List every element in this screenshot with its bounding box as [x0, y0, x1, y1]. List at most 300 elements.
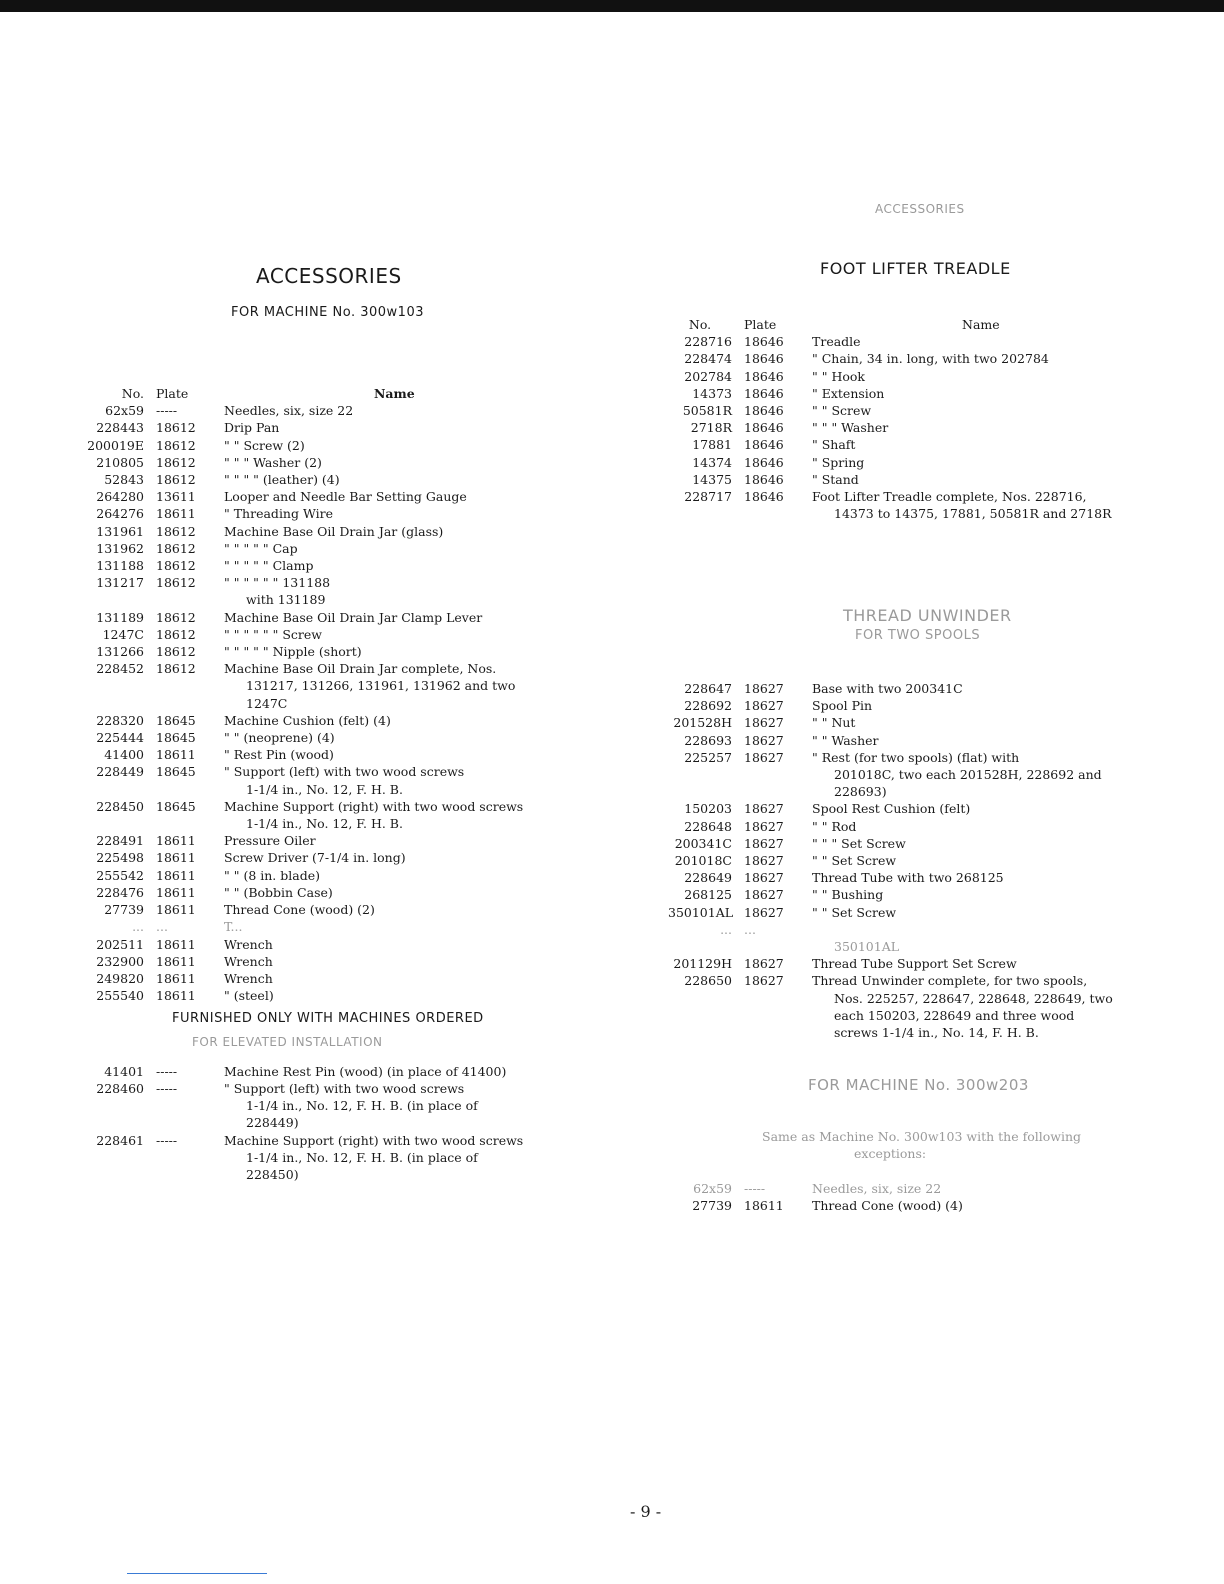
continuation-indent — [668, 938, 812, 955]
table-row — [668, 697, 1198, 714]
part-number: 202511 — [96, 936, 144, 952]
plate-number: 18611 — [156, 850, 196, 866]
continuation-indent — [80, 781, 224, 798]
part-number: 14375 — [692, 471, 732, 487]
table-row-continuation — [668, 766, 1198, 783]
part-name: Drip Pan — [224, 420, 280, 436]
table-row — [80, 437, 610, 454]
table-row — [80, 867, 610, 884]
table-row — [668, 818, 1198, 835]
page-number: - 9 - — [630, 1502, 662, 1521]
table-row — [668, 1197, 1198, 1214]
part-number: 228647 — [684, 681, 732, 696]
table-row — [668, 368, 1198, 385]
part-number: 131217 — [96, 575, 144, 591]
table-row — [80, 660, 610, 677]
page-title: ACCESSORIES — [256, 264, 402, 288]
table-row — [80, 488, 610, 505]
table-row — [80, 557, 610, 574]
part-name: Machine Support (right) with two wood screws — [224, 798, 524, 814]
part-name: " " (8 in. blade) — [224, 867, 320, 883]
part-name: " " Bushing — [812, 887, 884, 903]
part-name: Foot Lifter Treadle complete, Nos. 228716, — [812, 489, 1087, 505]
plate-number: 18627 — [744, 698, 784, 714]
plate-number: ----- — [156, 1132, 178, 1148]
part-name: Thread Tube Support Set Screw — [812, 956, 1017, 972]
part-name: " Chain, 34 in. long, with two 202784 — [812, 351, 1049, 367]
part-name-continued: 228693) — [834, 784, 887, 800]
plate-number: 18627 — [744, 749, 784, 765]
machine2-table — [668, 1180, 1198, 1214]
part-number: 228476 — [96, 884, 144, 900]
table-row — [668, 488, 1198, 505]
part-name: " (steel) — [224, 988, 274, 1004]
table-row — [80, 419, 610, 436]
continuation-indent — [668, 505, 812, 522]
part-number: 27739 — [104, 902, 144, 918]
part-name: " " Hook — [812, 368, 865, 384]
table-row — [668, 835, 1198, 852]
part-name: Spool Rest Cushion (felt) — [812, 801, 971, 817]
part-name: Wrench — [224, 970, 273, 986]
table-row — [80, 987, 610, 1004]
continuation-indent — [80, 1097, 224, 1114]
part-name: " " " Set Screw — [812, 835, 906, 851]
part-name: " Stand — [812, 471, 859, 487]
part-name: Base with two 200341C — [812, 681, 963, 696]
part-number: 228491 — [96, 833, 144, 849]
continuation-indent — [668, 990, 812, 1007]
running-header: ACCESSORIES — [875, 202, 965, 216]
part-number: 228449 — [96, 764, 144, 780]
plate-number: 18627 — [744, 956, 784, 972]
part-number: 225444 — [96, 730, 144, 746]
plate-number: 18612 — [156, 644, 196, 660]
part-name: " " Nut — [812, 715, 856, 731]
plate-number: 18612 — [156, 472, 196, 488]
machine2-title: FOR MACHINE No. 300w203 — [808, 1076, 1029, 1094]
plate-number: 18627 — [744, 870, 784, 886]
plate-number: 18611 — [156, 506, 196, 522]
col-plate: Plate — [156, 386, 189, 401]
table-row — [668, 869, 1198, 886]
plate-number: 18612 — [156, 575, 196, 591]
table-row — [668, 852, 1198, 869]
furnished-subheading: FOR ELEVATED INSTALLATION — [192, 1034, 383, 1049]
table-row-continuation — [668, 1024, 1198, 1041]
table-row — [668, 454, 1198, 471]
plate-number: 18612 — [156, 661, 196, 677]
plate-number: 18611 — [156, 747, 196, 763]
table-row — [80, 540, 610, 557]
plate-number: 18611 — [156, 988, 196, 1004]
plate-number: 18611 — [156, 953, 196, 969]
plate-number: 18627 — [744, 732, 784, 748]
plate-number: ----- — [156, 403, 178, 419]
part-name-continued: 1-1/4 in., No. 12, F. H. B. (in place of — [246, 1098, 478, 1114]
part-number: 2718R — [690, 420, 732, 436]
table-row — [80, 1132, 610, 1149]
part-number: 201129H — [673, 956, 732, 972]
plate-number: 13611 — [156, 489, 196, 505]
part-number: 228320 — [96, 712, 144, 728]
part-number: 228450 — [96, 798, 144, 814]
plate-number: 18645 — [156, 712, 196, 728]
part-name: " Extension — [812, 385, 885, 401]
table-row-continuation — [80, 1166, 610, 1183]
part-number: 255542 — [96, 867, 144, 883]
part-number: 41401 — [104, 1063, 144, 1079]
part-number: 268125 — [684, 887, 732, 903]
part-number: 210805 — [96, 454, 144, 470]
table-header — [80, 385, 610, 402]
part-number: 14373 — [692, 385, 732, 401]
part-name-continued: 1-1/4 in., No. 12, F. H. B. — [246, 781, 403, 797]
table-row — [80, 523, 610, 540]
table-row — [668, 749, 1198, 766]
part-number: 131962 — [96, 540, 144, 556]
part-number: 41400 — [104, 747, 144, 763]
part-name: " " Rod — [812, 818, 857, 834]
treadle-rows — [668, 333, 1198, 522]
table-row — [80, 953, 610, 970]
plate-number: 18646 — [744, 454, 784, 470]
part-name: Thread Tube with two 268125 — [812, 870, 1004, 886]
continuation-indent — [80, 1114, 224, 1131]
part-number: 228460 — [96, 1080, 144, 1096]
continuation-indent — [80, 815, 224, 832]
table-row — [668, 1180, 1198, 1197]
continuation-indent — [80, 1166, 224, 1183]
table-row — [80, 884, 610, 901]
table-row — [80, 763, 610, 780]
part-number: 228474 — [684, 351, 732, 367]
part-name: Screw Driver (7-1/4 in. long) — [224, 850, 406, 866]
table-row — [668, 333, 1198, 350]
part-number: 228649 — [684, 870, 732, 886]
table-row — [668, 800, 1198, 817]
part-name: Wrench — [224, 953, 273, 969]
part-name: " Threading Wire — [224, 506, 333, 522]
table-row-continuation — [668, 938, 1198, 955]
plate-number: 18627 — [744, 715, 784, 731]
treadle-table — [668, 316, 1198, 522]
plate-number: 18611 — [156, 902, 196, 918]
table-row-continuation — [80, 677, 610, 694]
table-row — [668, 350, 1198, 367]
part-number: 225257 — [684, 749, 732, 765]
unwinder-rows — [668, 680, 1198, 1041]
part-number: 228443 — [96, 420, 144, 436]
part-name-continued: 228449) — [246, 1115, 299, 1131]
part-name: Wrench — [224, 936, 273, 952]
table-row — [80, 712, 610, 729]
part-name-continued: 228450) — [246, 1166, 299, 1182]
plate-number: 18611 — [156, 833, 196, 849]
table-row — [80, 901, 610, 918]
part-name: " " Screw (2) — [224, 437, 305, 453]
part-name-continued: Nos. 225257, 228647, 228648, 228649, two — [834, 990, 1113, 1006]
plate-number: 18612 — [156, 558, 196, 574]
plate-number: ... — [156, 919, 168, 935]
part-name: Needles, six, size 22 — [812, 1181, 942, 1196]
scan-top-border — [0, 0, 1224, 12]
table-row — [80, 849, 610, 866]
col-no: No. — [688, 317, 712, 332]
part-number: 131961 — [96, 523, 144, 539]
part-name: " Support (left) with two wood screws — [224, 764, 465, 780]
part-number: 228717 — [684, 489, 732, 505]
table-row — [80, 643, 610, 660]
plate-number: 18646 — [744, 420, 784, 436]
table-row-continuation — [80, 1114, 610, 1131]
plate-number: 18611 — [156, 936, 196, 952]
part-number: ... — [132, 919, 144, 935]
part-name: " " Set Screw — [812, 904, 897, 920]
unwinder-table — [668, 680, 1198, 1041]
part-name: T... — [224, 919, 243, 935]
table-row-continuation — [668, 505, 1198, 522]
plate-number: 18612 — [156, 523, 196, 539]
continuation-indent — [668, 1007, 812, 1024]
part-name: " " " Washer — [812, 420, 889, 436]
plate-number: 18645 — [156, 764, 196, 780]
part-name: Needles, six, size 22 — [224, 403, 354, 419]
table-row-continuation — [668, 990, 1198, 1007]
part-name: Spool Pin — [812, 698, 873, 714]
table-row-continuation — [668, 1007, 1198, 1024]
plate-number: 18627 — [744, 818, 784, 834]
table-row — [668, 955, 1198, 972]
table-header — [668, 316, 1198, 333]
continuation-indent — [80, 1149, 224, 1166]
machine-subtitle: FOR MACHINE No. 300w103 — [231, 305, 424, 320]
table-row — [668, 471, 1198, 488]
plate-number: 18646 — [744, 385, 784, 401]
part-name-continued: 1-1/4 in., No. 12, F. H. B. (in place of — [246, 1149, 478, 1165]
plate-number: 18646 — [744, 403, 784, 419]
table-row — [668, 419, 1198, 436]
part-number: 201018C — [674, 853, 732, 869]
part-name: " " (neoprene) (4) — [224, 730, 335, 746]
part-name: " " Screw — [812, 403, 872, 419]
plate-number: 18611 — [156, 970, 196, 986]
col-no: No. — [121, 386, 144, 401]
table-row — [668, 680, 1198, 697]
table-row — [668, 921, 1198, 938]
plate-number: 18612 — [156, 626, 196, 642]
part-number: 264280 — [96, 489, 144, 505]
table-row — [668, 732, 1198, 749]
continuation-indent — [668, 1024, 812, 1041]
part-name: Machine Base Oil Drain Jar Clamp Lever — [224, 609, 483, 625]
table-row — [668, 904, 1198, 921]
table-row — [668, 972, 1198, 989]
part-name: " " " Washer (2) — [224, 454, 322, 470]
part-number: 200341C — [674, 835, 732, 851]
part-number: 202784 — [684, 368, 732, 384]
part-name: Machine Base Oil Drain Jar (glass) — [224, 523, 444, 539]
part-name-continued: 1247C — [246, 695, 288, 711]
part-number: 232900 — [96, 953, 144, 969]
table-row — [668, 436, 1198, 453]
table-row — [80, 574, 610, 591]
plate-number: 18627 — [744, 853, 784, 869]
part-name-continued: 350101AL — [834, 939, 900, 955]
treadle-title: FOOT LIFTER TREADLE — [820, 259, 1011, 278]
part-name: " Spring — [812, 454, 865, 470]
part-number: 131189 — [96, 609, 144, 625]
plate-number: 18646 — [744, 351, 784, 367]
part-name: Machine Rest Pin (wood) (in place of 41400) — [224, 1063, 507, 1079]
plate-number: ----- — [156, 1080, 178, 1096]
part-number: ... — [720, 921, 732, 937]
table-row — [80, 1063, 610, 1080]
part-name: Thread Unwinder complete, for two spools, — [812, 973, 1088, 989]
part-number: 150203 — [684, 801, 732, 817]
plate-number: 18611 — [156, 867, 196, 883]
table-row-continuation — [80, 815, 610, 832]
plate-number: 18627 — [744, 973, 784, 989]
part-name: " " (Bobbin Case) — [224, 884, 333, 900]
plate-number: 18645 — [156, 730, 196, 746]
table-row-continuation — [80, 1097, 610, 1114]
table-row-continuation — [80, 1149, 610, 1166]
table-row — [80, 1080, 610, 1097]
machine2-text-line: Same as Machine No. 300w103 with the following — [762, 1129, 1081, 1144]
part-number: 131266 — [96, 644, 144, 660]
part-name: " Rest (for two spools) (flat) with — [812, 749, 1020, 765]
part-name: " Shaft — [812, 437, 856, 453]
part-number: 1247C — [102, 626, 144, 642]
part-name-continued: each 150203, 228649 and three wood — [834, 1007, 1075, 1023]
part-number: 228648 — [684, 818, 732, 834]
continuation-indent — [668, 783, 812, 800]
table-row — [80, 798, 610, 815]
part-name: " Rest Pin (wood) — [224, 747, 334, 763]
continuation-indent — [80, 591, 224, 608]
plate-number: 18627 — [744, 835, 784, 851]
plate-number: 18612 — [156, 420, 196, 436]
part-name: Treadle — [812, 334, 861, 350]
part-name-continued: 201018C, two each 201528H, 228692 and — [834, 767, 1102, 783]
table-row — [80, 936, 610, 953]
table-row — [80, 918, 610, 935]
machine2-text-line: exceptions: — [854, 1146, 927, 1161]
table-row — [80, 505, 610, 522]
plate-number: 18612 — [156, 437, 196, 453]
part-name-continued: 14373 to 14375, 17881, 50581R and 2718R — [834, 506, 1112, 522]
table-row — [80, 626, 610, 643]
plate-number: 18646 — [744, 368, 784, 384]
plate-number: 18611 — [156, 884, 196, 900]
part-number: 201528H — [673, 715, 732, 731]
part-name: " " " " " Nipple (short) — [224, 644, 362, 660]
plate-number: 18646 — [744, 334, 784, 350]
table-row — [80, 471, 610, 488]
plate-number: 18611 — [744, 1198, 784, 1214]
part-name: " " " " " " Screw — [224, 626, 322, 642]
table-row — [80, 970, 610, 987]
part-name-continued: screws 1-1/4 in., No. 14, F. H. B. — [834, 1025, 1039, 1041]
table-row — [80, 746, 610, 763]
table-row — [80, 402, 610, 419]
table-row — [80, 832, 610, 849]
col-name: Name — [374, 386, 415, 401]
part-number: 52843 — [104, 472, 144, 488]
part-number: 228452 — [96, 661, 144, 677]
plate-number: ----- — [156, 1063, 178, 1079]
table-row — [80, 454, 610, 471]
furnished-rows — [80, 1063, 610, 1183]
plate-number: ----- — [744, 1181, 766, 1196]
accessories-rows — [80, 402, 610, 1004]
col-plate: Plate — [744, 317, 777, 332]
part-number: 228461 — [96, 1132, 144, 1148]
machine2-rows — [668, 1180, 1198, 1214]
part-name: Thread Cone (wood) (4) — [812, 1198, 963, 1214]
plate-number: ... — [744, 921, 756, 937]
furnished-heading: FURNISHED ONLY WITH MACHINES ORDERED — [172, 1011, 484, 1027]
part-name: " " " " " Clamp — [224, 558, 314, 574]
plate-number: 18645 — [156, 798, 196, 814]
unwinder-title: THREAD UNWINDER — [843, 606, 1012, 625]
part-name: " " Washer — [812, 732, 879, 748]
plate-number: 18646 — [744, 489, 784, 505]
part-number: 255540 — [96, 988, 144, 1004]
continuation-indent — [668, 766, 812, 783]
table-row — [668, 402, 1198, 419]
plate-number: 18627 — [744, 801, 784, 817]
part-name: " " " " " Cap — [224, 540, 298, 556]
part-number: 62x59 — [105, 403, 144, 419]
table-row — [80, 609, 610, 626]
part-name: Looper and Needle Bar Setting Gauge — [224, 489, 467, 505]
table-row — [668, 385, 1198, 402]
part-number: 264276 — [96, 506, 144, 522]
plate-number: 18627 — [744, 904, 784, 920]
part-name — [812, 921, 1198, 938]
part-number: 228693 — [684, 732, 732, 748]
table-row-continuation — [668, 783, 1198, 800]
plate-number: 18646 — [744, 437, 784, 453]
footer-rule — [127, 1573, 267, 1574]
part-name-continued: with 131189 — [246, 592, 326, 608]
part-number: 200019E — [87, 437, 144, 453]
part-number: 228692 — [684, 698, 732, 714]
part-number: 62x59 — [693, 1181, 732, 1196]
table-row — [668, 714, 1198, 731]
continuation-indent — [80, 677, 224, 694]
unwinder-subtitle: FOR TWO SPOOLS — [855, 628, 981, 643]
part-number: 17881 — [692, 437, 732, 453]
col-name: Name — [962, 317, 1000, 332]
part-name: Pressure Oiler — [224, 833, 316, 849]
part-number: 228716 — [684, 334, 732, 350]
plate-number: 18612 — [156, 540, 196, 556]
part-name: " " " " " " 131188 — [224, 575, 331, 591]
plate-number: 18627 — [744, 887, 784, 903]
part-number: 350101AL — [668, 904, 734, 920]
accessories-table — [80, 385, 610, 1183]
part-name: Machine Base Oil Drain Jar complete, Nos. — [224, 661, 497, 677]
part-name-continued: 131217, 131266, 131961, 131962 and two — [246, 678, 516, 694]
table-row-continuation — [80, 591, 610, 608]
part-name: " Support (left) with two wood screws — [224, 1080, 465, 1096]
plate-number: 18612 — [156, 609, 196, 625]
table-row-continuation — [80, 781, 610, 798]
part-number: 225498 — [96, 850, 144, 866]
